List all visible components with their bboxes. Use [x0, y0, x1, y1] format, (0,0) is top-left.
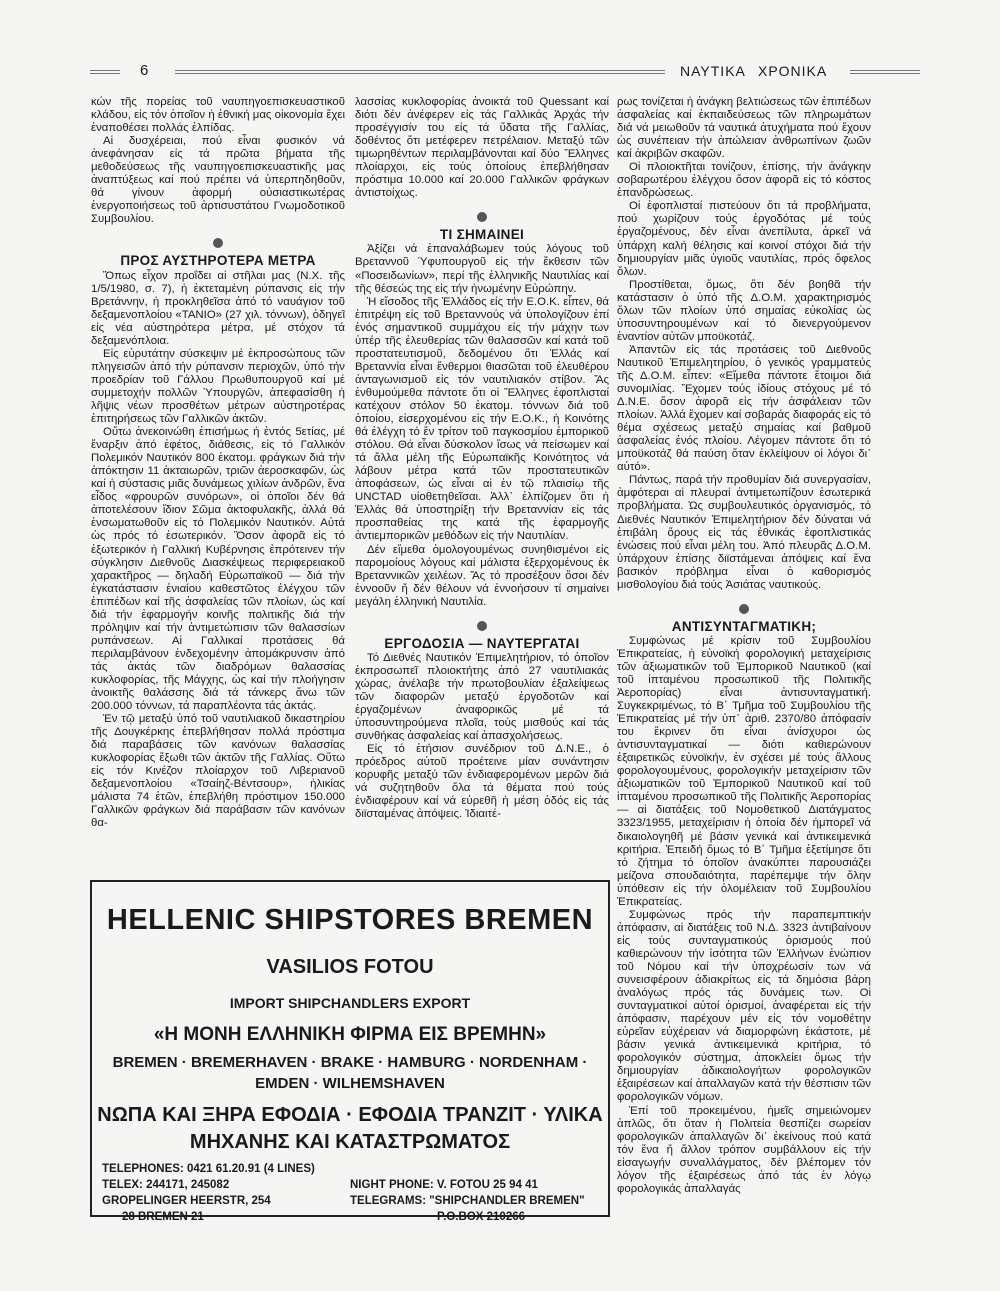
- article-paragraph: ρως τονίζεται ἡ ἀνάγκη βελτιώσεως τῶν ἐπιπέδων ἀσφαλείας καί ἐκπαιδεύσεως τῶν πληρωμάτων διά νά μειωθοῦν τά ναυτικά ἀτυχήματα πού ἔχουν ὡς συνέπειαν τήν ἀπώλειαν ἀνθρωπίνων ζωῶν καί ἀκριβῶν σκαφῶν.: [617, 96, 871, 161]
- section-bullet-icon: [477, 621, 487, 631]
- page-number: 6: [140, 62, 149, 79]
- advertisement-box: [90, 880, 610, 1223]
- section-heading: ΑΝΤΙΣΥΝΤΑΓΜΑΤΙΚΗ;: [671, 618, 817, 634]
- ad-slogan: «Η ΜΟΝΗ ΕΛΛΗΝΙΚΗ ΦΙΡΜΑ ΕΙΣ ΒΡΕΜΗΝ»: [153, 1024, 547, 1045]
- article-paragraph: Αἱ δυσχέρειαι, πού εἶναι φυσικόν νά ἀνεφάνησαν εἰς τά πρῶτα βήματα τῆς μεθοδεύσεως τῆς ναυπηγοεπισκευαστικῆς μας ἀναπτύξεως καί πού πρέπει νά ὑπερπηδηθοῦν, θά γίνουν ἀφορμή οὐσιαστικωτέρας ἐνεργοποιήσεως τοῦ ἀρτισυστάτου Γνωμοδοτικοῦ Συμβουλίου.: [91, 135, 345, 226]
- article-column-3: [617, 96, 871, 1274]
- article-paragraph: Προστίθεται, ὅμως, ὅτι δέν βοηθᾶ τήν κατάστασιν ὁ ὑπό τῆς Δ.Ο.Μ. χαρακτηρισμός ὅλων τῶν πλοίων ὑπό σημαίας εὐκολίας ὡς ὑποσυντηρουμένων καί τό διενεργούμενον ἐναντίον αὐτῶν μποϋκοτάζ.: [617, 278, 871, 343]
- article-paragraph: Δέν εἴμεθα ὁμολογουμένως συνηθισμένοι εἰς παρομοίους λόγους καί μάλιστα ἐξερχομένους ἐκ Βρεταννικῶν χειλέων. Ἄς τό προσέξουν ὅσοι δέν ἐννοοῦν ἤ δέν θέλουν νά ἐννοήσουν τί σημαίνει μεγάλη ἑλληνική Ναυτιλία.: [355, 543, 609, 608]
- ad-address: GROPELINGER HEERSTR, 254: [102, 1195, 271, 1207]
- ad-tagline: IMPORT SHIPCHANDLERS EXPORT: [229, 995, 471, 1011]
- article-paragraph: Εἰς τό ἐτήσιον συνέδριον τοῦ Δ.Ν.Ε., ὁ πρόεδρος αὐτοῦ προέτεινε μίαν συνάντησιν κορυφῆς μεταξύ τῶν ἐνδιαφερομένων μερῶν διά νά συζητηθοῦν ὅλα τά θέματα πού τούς ἐνδιαφέρουν καί νά εὑρεθῆ ἡ μέση ὁδός εἰς τάς διϊσταμένας ἀπόψεις. Ἰδιαιτέ-: [355, 743, 609, 821]
- article-paragraph: λασσίας κυκλοφορίας ἀνοικτά τοῦ Quessant καί διότι δέν ἀνέφερεν εἰς τάς Γαλλικάς Ἀρχάς τήν προσέγγισίν του εἰς τά ὕδατα τῆς Γαλλίας, δοθέντος ὅτι μετέφερεν πετρέλαιον. Μεταξύ τῶν τιμωρηθέντων περιλαμβάνονται καί δύο Ἕλληνες πλοίαρχοι, εἰς τούς ὁποίους ἐπεβλήθησαν πρόστιμα 10.000 καί 20.000 Γαλλικῶν φράγκων ἀντιστοίχως.: [355, 96, 609, 200]
- article-paragraph: Ἀξίζει νά ἐπαναλάβωμεν τούς λόγους τοῦ Βρεταννοῦ Ὑφυπουργοῦ εἰς τήν ἔκθεσιν τῶν «Ποσειδωνίων», περί τῆς ἑλληνικῆς Ναυτιλίας καί τῆς θέσεώς της εἰς τήν ἡνωμένην Εὐρώπην.: [355, 243, 609, 295]
- article-paragraph: Ἀπαντῶν εἰς τάς προτάσεις τοῦ Διεθνοῦς Ναυτικοῦ Ἐπιμελητηρίου, ὁ γενικός γραμματεύς τῆς Δ.Ο.Μ. εἶπεν: «Εἴμεθα πάντοτε ἕτοιμοι διά συνομιλίας. Ἔχομεν τούς ἰδίους στόχους μέ τό Δ.Ν.Ε. ὅσον ἀφορᾶ εἰς τήν ἀσφάλειαν τῶν πλοίων. Ἀλλά ἔχομεν καί σοβαράς διαφοράς εἰς τό θέμα σχέσεως μεταξύ σημαίας καί βαθμοῦ ἀσφαλείας ἑνός πλοίου. Λέγομεν πάντοτε ὅτι τό μποϋκοτάζ θά παύση ὅταν ἐκλείψουν οἱ λόγοι δι᾽ αὐτό».: [617, 343, 871, 474]
- article-paragraph: Συμφώνως μέ κρίσιν τοῦ Συμβουλίου Ἐπικρατείας, ἡ εὐνοϊκή φορολογική μεταχείρισις τῶν ἀξιωματικῶν τοῦ Ἐμπορικοῦ Ναυτικοῦ (καί τοῦ ἱπταμένου προσωπικοῦ τῆς Πολιτικῆς Ἀεροπορίας) εἶναι ἀντισυνταγματική. Συγκεκριμένως, τό Β΄ Τμῆμα τοῦ Συμβουλίου τῆς Ἐπικρατείας μέ τήν ὑπ᾽ ἀριθ. 2370/80 ἀπόφασίν του ἔκρινεν ὅτι εἶναι ἀνίσχυροι ὡς ἀντισυνταγματικαί — διότι καθιερώνουν ἐξαιρετικῶς εὐνοϊκήν, ἐν σχέσει μέ τούς ἄλλους φορολογουμένους, φορολογικήν μεταχείρισιν τῶν ἀξιωματικῶν τοῦ Ἐμπορικοῦ Ναυτικοῦ καί τοῦ ἱπταμένου προσωπικοῦ τῆς Πολιτικῆς Ἀεροπορίας — αἱ διατάξεις τοῦ Νομοθετικοῦ Διατάγματος 3323/1955, μεταχείρισιν ἡ ὁποία δέν ἠμπορεῖ νά δικαιολογηθῆ μέ βάσιν γενικά καί ἀντικειμενικά κριτήρια. Ἐπειδή ὅμως τό Β΄ Τμῆμα ἐξετίμησε ὅτι τό ζήτημα τό ὁποῖον ἀνακύπτει παρουσιάζει μείζονα σπουδαιότητα, παρέπεμψε τήν ὅλην ὑπόθεσιν εἰς τήν ὁλομέλειαν τοῦ Συμβουλίου Ἐπικρατείας.: [617, 634, 871, 908]
- article-paragraph: Οὕτω ἀνεκοινώθη ἐπισήμως ἡ ἐντός 5ετίας, μέ ἔναρξιν ἀπό ἐφέτος, διάθεσις, εἰς τό Γαλλικόν Πολεμικόν Ναυτικόν 800 ἑκατομ. φράγκων διά τήν ἀπόκτησιν 11 ἀκταιωρῶν, τριῶν ἀεροσκαφῶν, ὡς καί ἡ σύστασις μιᾶς δυνάμεως χιλίων ἀνδρῶν, ἕνα εἶδος «φρουρῶν συνόρων», οἱ ὁποῖοι δέν θά ἀποτελέσουν ἴδιον Σῶμα ἀκτοφυλακῆς, ἀλλά θά ἐνσωματωθοῦν εἰς τό Πολεμικόν Ναυτικόν. Αὐτά ὡς πρός τό ἐσωτερικόν. Ὅσον ἀφορᾶ εἰς τό ἐξωτερικόν ἡ Γαλλική Κυβέρνησις ἐπρότεινεν τήν σύγκλησιν Διεθνοῦς Διασκέψεως περιφερειακοῦ χαρακτῆρος — δηλαδή Εὐρωπαϊκοῦ — διά τήν ἐγκατάστασιν ἑνιαίου καθεστῶτος ἐλέγχου τῶν ἐπιπέδων καί τῆς ἀσφαλείας τῶν πλοίων, ὡς καί διά τήν ἐφαρμογήν κοινῆς πολιτικῆς διά τήν πρόληψιν καί τήν ἀντιμετώπισιν τῶν θαλασσίων ρυπάνσεων. Αἱ Γαλλικαί προτάσεις θά περιλαμβάνουν ἐνδεχομένην ἀπομάκρυνσιν ἀπό τάς ἀκτάς τῶν διαδρόμων θαλασσίας κυκλοφορίας, τῆς Μάγχης, ὡς καί τήν πλοήγησιν ἀνοικτῆς θαλάσσης διά τά τάνκερς ἄνω τῶν 200.000 τόννων, τά παραπλέοντα τάς ἀκτάς.: [91, 426, 345, 713]
- ad-title: HELLENIC SHIPSTORES BREMEN: [106, 904, 594, 936]
- section-heading: ΠΡΟΣ ΑΥΣΤΗΡΟΤΕΡΑ ΜΕΤΡΑ: [120, 253, 316, 269]
- article-paragraph: Ἐν τῷ μεταξύ ὑπό τοῦ ναυτιλιακοῦ δικαστηρίου τῆς Δουγκέρκης ἐπεβλήθησαν πολλά πρόστιμα διά παραβάσεις τῶν κανόνων θαλασσίας κυκλοφορίας ἔξωθι τῶν ἀκτῶν τῆς Γαλλίας. Οὕτω εἰς τόν Κινέζον πλοίαρχον τοῦ Λιβεριανοῦ δεξαμενοπλοίου «Τσαίηζ-Βέντσουρ», ἡλικίας μάλιστα 74 ἐτῶν, ἐπεβλήθη πρόστιμον 150.000 Γαλλικῶν φράγκων διά παράβασιν τῶν κανόνων θα-: [91, 713, 345, 830]
- header-rule: [175, 70, 665, 74]
- article-paragraph: Εἰς εὐρυτάτην σύσκεψιν μέ ἐκπροσώπους τῶν πληγεισῶν ἀπό τήν ρύπανσιν περιοχῶν, ὑπό τήν προεδρίαν τοῦ Γάλλου Πρωθυπουργοῦ καί μέ συμμετοχήν πολλῶν Ὑπουργῶν, ἀπεφασίσθη ἡ λῆψις νέων προσθέτων μέτρων αὐστηροτέρας ἐπιτηρήσεως τῶν Γαλλικῶν ἀκτῶν.: [91, 347, 345, 426]
- article-paragraph: Ἡ εἴσοδος τῆς Ἑλλάδος εἰς τήν Ε.Ο.Κ. εἶπεν, θά ἐπιτρέψη εἰς τοῦ Βρεταννούς νά ὑπολογίζουν ἐπί ἑνός σημαντικοῦ συμμάχου εἰς τήν μάχην των ὑπέρ τῆς ἐλευθερίας τῶν θαλασσῶν καί κατά τοῦ προστατευτισμοῦ, δεδομένου ὅτι Ἑλλάς καί Βρεταννία εἶναι ἔνθερμοι θιασῶται τοῦ ἐλευθέρου ἀνταγωνισμοῦ εἰς τόν ναυτιλιακόν στίβον. Ἄς ἐνθυμούμεθα πάντοτε ὅτι οἱ Ἕλληνες ἐφοπλισταί κατέχουν στόλον 50 ἑκατομ. τόννων διά τοῦ ὁποίου, εἰσερχομένου εἰς τήν Ε.Ο.Κ., ἡ Κοινότης θά ἐλέγχη τό ἕν τρίτον τοῦ παγκοσμίου ἐμπορικοῦ στόλου. Θά εἶναι δύσκολον ἴσως νά πείσωμεν καί τά ἄλλα μέλη τῆς Εὐρωπαϊκῆς Κοινότητος νά λάβουν μέτρα κατά τῶν προστατευτικῶν ἀποφάσεων, ὡς εἶναι αἱ ἐν τῷ πλαισίῳ τῆς UNCTAD υἱοθετηθεῖσαι. Ἀλλ᾽ ἐλπίζομεν ὅτι ἡ Ἑλλάς θά ὑποστηρίξη τήν Βρεταννίαν εἰς τάς προσπαθείας της κατά τῆς ἐφαρμογῆς ἀντιεμπορικῶν μεθόδων εἰς τήν Ναυτιλίαν.: [355, 295, 609, 543]
- ad-night-phone: NIGHT PHONE: V. FOTOU 25 94 41: [350, 1179, 538, 1191]
- article-paragraph: Ὅπως εἶχον προΐδει αἱ στῆλαι μας (Ν.Χ. τῆς 1/5/1980, σ. 7), ἡ ἐκτεταμένη ρύπανσις εἰς τήν Βρετάννην, ἡ προκληθεῖσα ἀπό τό ναυάγιον τοῦ δεξαμενοπλοίου «ΤΑΝΙΟ» (27 χιλ. τόννων), ὁδηγεῖ εἰς νέα αὐστηρότερα μέτρα, μέ στόχον τά δεξαμενόπλοια.: [91, 269, 345, 347]
- article-column-2: [355, 96, 609, 868]
- ad-po-box: P.O.BOX 210266: [437, 1211, 526, 1223]
- section-bullet-icon: [213, 238, 223, 248]
- section-bullet-icon: [477, 212, 487, 222]
- article-column-1: [91, 96, 345, 896]
- article-paragraph: Οἱ ἐφοπλισταί πιστεύουν ὅτι τά προβλήματα, πού χωρίζουν τούς ἐργοδότας μέ τούς ἐργαζομένους, δέν εἶναι ἀνεπίλυτα, ἀρκεῖ νά ὑπάρχη καλή θέλησις καί κοινοί στόχοι διά τήν δημιουργίαν μιᾶς ὑγιοῦς ναυτιλίας, πρός ὄφελος ὅλων.: [617, 200, 871, 278]
- header-rule: [90, 70, 120, 74]
- section-heading: ΤΙ ΣΗΜΑΙΝΕΙ: [439, 227, 525, 243]
- section-heading: ΕΡΓΟΔΟΣΙΑ — ΝΑΥΤΕΡΓΑΤΑΙ: [384, 635, 580, 651]
- section-bullet-icon: [739, 604, 749, 614]
- ad-telegrams: TELEGRAMS: "SHIPCHANDLER BREMEN": [350, 1195, 585, 1207]
- ad-telephones: TELEPHONES: 0421 61.20.91 (4 LINES): [102, 1163, 315, 1175]
- article-paragraph: Οἱ πλοιοκτῆται τονίζουν, ἐπίσης, τήν ἀνάγκην σοβαρωτέρου ἐλέγχου ὅσον ἀφορᾶ εἰς τό κόστος ἐπανδρώσεως.: [617, 161, 871, 200]
- publication-title: ΝΑΥΤΙΚΑ ΧΡΟΝΙΚΑ: [680, 63, 828, 79]
- article-paragraph: Πάντως, παρά τήν προθυμίαν διά συνεργασίαν, ἀμφότεραι αἱ πλευραί ἀντιμετωπίζουν ἐσωτερικά προβλήματα. Ὡς συμβουλευτικός ὀργανισμός, τό Διεθνές Ναυτικόν Ἐπιμελητήριον δέν δύναται νά ἐπιβάλη ὅρους εἰς τάς ἐθνικάς ἐφοπλιστικάς ἑνώσεις πού εἶναι μέλη του. Ἀπό πλευρᾶς Δ.Ο.Μ. ὑπάρχουν ἐπίσης διϊστάμεναι ἀπόψεις καί ἕνα βασικόν πρόβλημα εἶναι ὁ καθορισμός μισθολογίου διά τούς Ἀσιάτας ναυτικούς.: [617, 474, 871, 591]
- ad-telex: TELEX: 244171, 245082: [102, 1179, 230, 1191]
- ad-cities: BREMEN · BREMERHAVEN · BRAKE · HAMBURG · NORDENHAM ·: [112, 1054, 588, 1071]
- article-paragraph: Συμφώνως πρός τήν παραπεμπτικήν ἀπόφασιν, αἱ διατάξεις τοῦ Ν.Δ. 3323 ἀντιβαίνουν εἰς τούς συνταγματικούς ὁρισμούς πού καθιερώνουν τήν ἰσότητα τῶν Ἑλλήνων ἐνώπιον τοῦ Νόμου καί τήν ὑποχρέωσίν των νά συνεισφέρουν ἀδιακρίτως εἰς τά δημόσια βάρη ἀναλόγως πρός τάς δυνάμεις των. Οἱ συνταγματικοί αὐτοί ὁρισμοί, ἀναφέρεται εἰς τήν ἀπόφασιν, παρέχουν μέν εἰς τόν νομοθέτην εὐρεῖαν εὐχέρειαν νά διαμορφώνη ἑκάστοτε, μέ βάσιν γενικά ἀντικειμενικά κριτήρια, τό φορολογικόν σύστημα, ἀποκλείει ὅμως τήν δημιουργίαν ἀδικαιολογήτων φορολογικῶν ἐξαιρέσεων καί ἀπαλλαγῶν κατά τήν θέσπισιν τῶν φορολογικῶν νόμων.: [617, 908, 871, 1104]
- ad-products: ΜΗΧΑΝΗΣ ΚΑΙ ΚΑΤΑΣΤΡΩΜΑΤΟΣ: [189, 1131, 511, 1153]
- ad-cities: EMDEN · WILHEMSHAVEN: [255, 1075, 445, 1092]
- article-paragraph: Τό Διεθνές Ναυτικόν Ἐπιμελητήριον, τό ὁποῖον ἐκπροσωπεῖ πλοιοκτήτης ἀπό 27 ναυτιλιακάς χώρας, ἀνέλαβε τήν πρωτοβουλίαν ἐξαλείψεως τῶν διαφορῶν μεταξύ ἐργοδοτῶν καί ἐργαζομένων ἀναφορικῶς μέ τά ὑποσυντηρούμενα πλοῖα, τούς μισθούς καί τάς συνθήκας ἀσφαλείας καί ἀπασχολήσεως.: [355, 651, 609, 743]
- article-paragraph: Ἐπί τοῦ προκειμένου, ἡμεῖς σημειώνομεν ἁπλῶς, ὅτι ὅταν ἡ Πολιτεία θεσπίζει σωρείαν φορολογικῶν ἀπαλλαγῶν δι᾽ ἐκείνους πού κατά τόν ἕνα ἤ ἄλλον τρόπον συμβάλλουν εἰς τήν εἰσαγωγήν συναλλάγματος, δέν βλέπομεν τόν λόγον τῆς ἐξαιρέσεως ἀπό τάς ἐν λόγῳ φορολογικάς ἀπαλλαγάς: [617, 1104, 871, 1195]
- ad-name: VASILIOS FOTOU: [266, 956, 434, 978]
- article-paragraph: κών τῆς πορείας τοῦ ναυπηγοεπισκευαστικοῦ κλάδου, εἰς τόν ὁποῖον ἡ ἐθνική μας οἰκονομία ἔχει ἐναποθέσει πολλάς ἐλπίδας.: [91, 96, 345, 135]
- ad-city: 28 BREMEN 21: [122, 1211, 204, 1223]
- header-rule: [850, 70, 920, 74]
- ad-products: ΝΩΠΑ ΚΑΙ ΞΗΡΑ ΕΦΟΔΙΑ · ΕΦΟΔΙΑ ΤΡΑΝΖΙΤ · ΥΛΙΚΑ: [97, 1104, 603, 1126]
